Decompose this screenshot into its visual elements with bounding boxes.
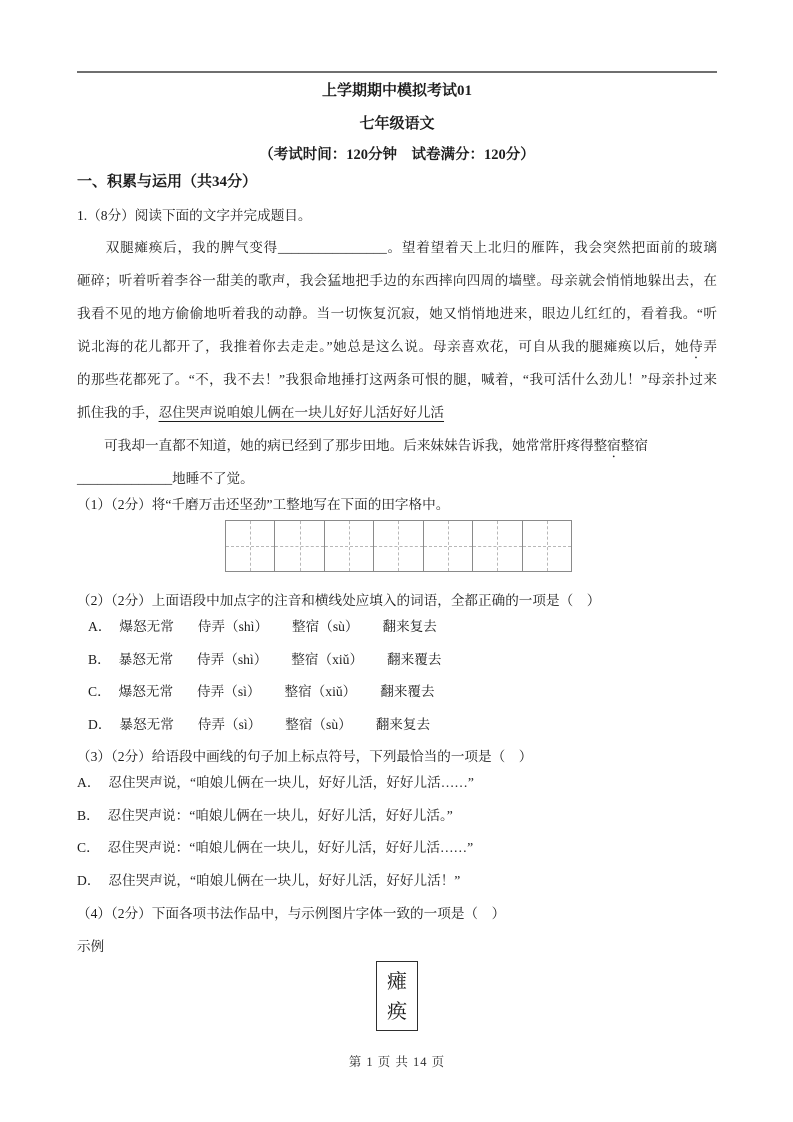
option-item: 爆怒无常	[118, 684, 174, 699]
passage-text: 的那些花都死了。“不，我不去！”我狠命地捶打这两条可恨的腿，喊着，“我可活什么劲儿！”母亲扑过来	[77, 372, 717, 387]
option-item: 整宿（xiǔ）	[291, 651, 364, 667]
option-item: 翻来复去	[382, 619, 437, 634]
passage-text: 说北海的花儿都开了，我推着你去走走。”她总是这么说。母亲喜欢花，可自从我的腿瘫痪以后，她	[77, 339, 690, 354]
question1-intro: 1.（8分）阅读下面的文字并完成题目。	[77, 208, 312, 223]
option-item: 侍弄（shì）	[197, 651, 268, 667]
sub-question-1-prompt: （1）（2分）将“千磨万击还坚劲”工整地写在下面的田字格中。	[77, 497, 450, 512]
option-label: B．	[88, 651, 111, 667]
passage-text: 地睡不了觉。	[172, 471, 254, 486]
underlined-sentence: 忍住哭声说咱娘儿俩在一块儿好好儿活好好儿活	[158, 405, 445, 420]
option-item: 暴怒无常	[118, 651, 174, 667]
passage-text: 我看不见的地方偷偷地听着我的动静。当一切恢复沉寂，她又悄悄地进来，眼边儿红红的，看着我。“听	[77, 306, 717, 321]
page-number-footer: 第 1 页 共 14 页	[348, 1055, 446, 1069]
option-row-a	[88, 611, 717, 644]
tianzige-cell	[424, 521, 473, 571]
option-label: D．	[88, 716, 112, 732]
reading-passage	[77, 231, 717, 495]
option-item: 整宿（xiǔ）	[284, 684, 357, 699]
passage-line	[77, 363, 717, 396]
option-label: C．	[88, 684, 111, 699]
passage-line	[77, 231, 717, 264]
option-row-c	[77, 832, 717, 865]
section-heading: 一、积累与运用（共34分）	[77, 174, 258, 190]
passage-line	[77, 396, 717, 429]
option-row-b	[77, 800, 717, 833]
sub-question-3-prompt: （3）（2分）给语段中画线的句子加上标点符号，下列最恰当的一项是（ ）	[77, 749, 533, 764]
passage-text: 。望着望着天上北归的雁阵，我会突然把面前的玻璃	[386, 240, 718, 255]
option-item: 整宿（sù）	[285, 716, 352, 732]
dotted-character: 宿	[607, 438, 621, 453]
tianzige-cell	[523, 521, 571, 571]
option-row-d	[77, 865, 717, 898]
example-character: 痪	[387, 1001, 407, 1023]
option-item: 侍弄（shì）	[197, 619, 269, 634]
tianzige-cell	[473, 521, 522, 571]
dotted-character: 侍	[689, 339, 704, 354]
option-text: 忍住哭声说，“咱娘儿俩在一块儿，好好儿活，好好儿活……”	[108, 775, 474, 790]
option-label: C．	[77, 840, 100, 855]
option-item: 整宿（sù）	[292, 619, 359, 634]
page-title: 上学期期中模拟考试01	[321, 83, 472, 99]
tianzige-writing-grid	[225, 520, 572, 572]
sub-question-2-options	[88, 611, 717, 741]
fill-in-blank: ______________	[77, 471, 173, 486]
example-character: 瘫	[387, 971, 407, 993]
example-label: 示例	[77, 939, 105, 954]
option-label: B．	[77, 807, 100, 823]
sub-question-2-prompt: （2）（2分）上面语段中加点字的注音和横线处应填入的词语，全都正确的一项是（ ）	[77, 593, 601, 608]
option-item: 侍弄（sì）	[197, 684, 261, 699]
option-item: 翻来复去	[375, 716, 431, 732]
passage-line	[77, 330, 717, 363]
passage-text: 抓住我的手，	[77, 405, 159, 420]
tianzige-cell	[374, 521, 423, 571]
option-row-d	[88, 709, 717, 742]
header-divider	[77, 71, 717, 73]
passage-line	[77, 297, 717, 330]
passage-line	[77, 429, 717, 462]
sub-question-4-prompt: （4）（2分）下面各项书法作品中，与示例图片字体一致的一项是（ ）	[77, 906, 506, 921]
option-row-b	[88, 644, 717, 677]
option-item: 翻来覆去	[380, 684, 435, 699]
tianzige-cell	[275, 521, 324, 571]
example-box-wrap	[77, 961, 717, 1031]
passage-line	[77, 462, 717, 495]
option-label: D．	[77, 872, 101, 888]
option-text: 忍住哭声说：“咱娘儿俩在一块儿，好好儿活，好好儿活。”	[107, 807, 453, 823]
option-text: 忍住哭声说：“咱娘儿俩在一块儿，好好儿活，好好儿活……”	[107, 840, 474, 855]
tianzige-cell	[325, 521, 374, 571]
fill-in-blank: ________________	[278, 240, 387, 255]
option-row-c	[88, 676, 717, 709]
passage-text: 整宿	[620, 438, 648, 453]
page-content	[0, 71, 793, 1070]
option-row-a	[77, 767, 717, 800]
passage-text: 可我却一直都不知道，她的病已经到了那步田地。后来妹妹告诉我，她常常肝疼得整	[77, 438, 608, 453]
passage-line	[77, 264, 717, 297]
exam-info-line: （考试时间：120分钟 试卷满分：120分）	[259, 147, 535, 163]
option-label: A．	[77, 775, 101, 790]
sub-question-3-options	[77, 767, 717, 897]
passage-text: 双腿瘫痪后，我的脾气变得	[77, 240, 279, 255]
option-label: A．	[88, 619, 112, 634]
option-text: 忍住哭声说，“咱娘儿俩在一块儿，好好儿活，好好儿活！”	[108, 872, 461, 888]
passage-text: 砸碎；听着听着李谷一甜美的歌声，我会猛地把手边的东西摔向四周的墙壁。母亲就会悄悄地躲出去，在	[77, 273, 717, 288]
option-item: 暴怒无常	[119, 716, 174, 732]
option-item: 爆怒无常	[119, 619, 174, 634]
passage-text: 弄	[703, 339, 718, 354]
subject-subtitle: 七年级语文	[359, 116, 435, 132]
calligraphy-example-box	[376, 961, 418, 1031]
option-item: 翻来覆去	[387, 651, 442, 667]
tianzige-cell	[226, 521, 275, 571]
option-item: 侍弄（sì）	[197, 716, 262, 732]
